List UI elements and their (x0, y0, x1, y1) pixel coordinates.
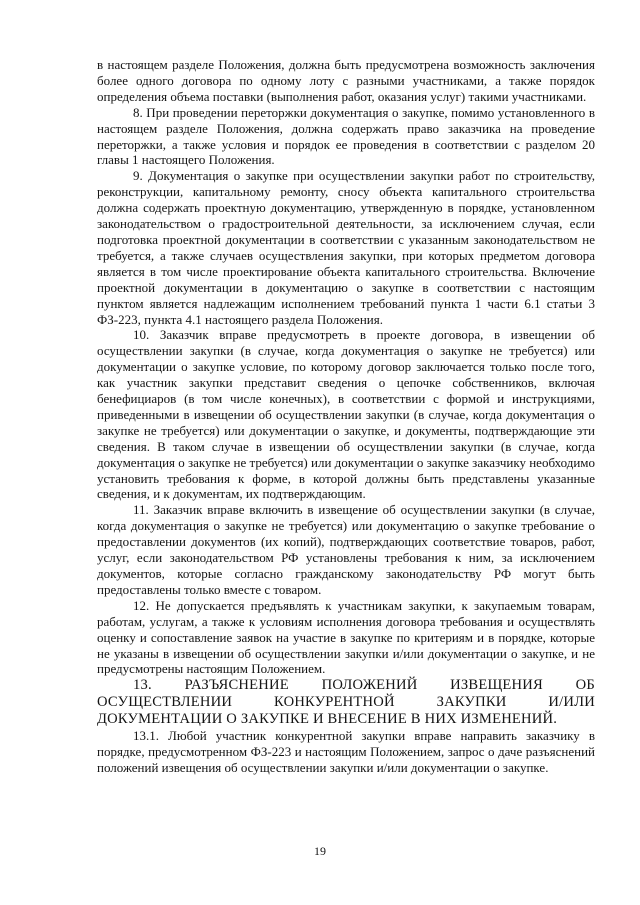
page-number: 19 (314, 844, 326, 858)
section-heading-13: 13. РАЗЪЯСНЕНИЕ ПОЛОЖЕНИЙ ИЗВЕЩЕНИЯ ОБ ОСУЩЕСТВЛЕНИИ КОНКУРЕНТНОЙ ЗАКУПКИ И/ИЛИ ДОКУМЕНТАЦИИ О ЗАКУПКЕ И ВНЕСЕНИЕ В НИХ ИЗМЕНЕНИЙ. (97, 677, 595, 728)
paragraph-8: 8. При проведении переторжки документация о закупке, помимо установленного в настоящем разделе Положения, должна содержать право заказчика на проведение переторжки, а также условия и порядок ее проведения в соответствии с разделом 20 главы 1 настоящего Положения. (97, 104, 595, 168)
paragraph-10: 10. Заказчик вправе предусмотреть в проекте договора, в извещении об осуществлении закупки (в случае, когда документация о закупке не требуется) или документации о закупке условие, по которому договор заключается только после того, как участник закупки представит сведения о цепочке собственников, включая бенефициаров (в том числе конечных), в соответствии с формой и инструкциями, приведенными в извещении об осуществлении закупки (в случае, когда документация о закупке не требуется) или документации о закупке, и документы, подтверждающие эти сведения. В таком случае в извещении об осуществлении закупки (в случае, когда документация о закупке не требуется) или документации о закупке заказчику необходимо установить требования к форме, в которой должны быть представлены указанные сведения, и к документам, их подтверждающим. (97, 327, 595, 502)
paragraph-9: 9. Документация о закупке при осуществлении закупки работ по строительству, реконструкции, капитальному ремонту, сносу объекта капитального строительства должна содержать проектную документацию, утвержденную в порядке, установленном законодательством о градостроительной деятельности, за исключением случая, если подготовка проектной документации в соответствии с указанным законодательством не требуется, а также случаев осуществления закупки, при которых предметом договора является в том числе проектирование объекта капитального строительства. Включение проектной документации в документацию о закупке в соответствии с настоящим пунктом является надлежащим исполнением требований пункта 1 части 6.1 статьи 3 ФЗ-223, пункта 4.1 настоящего раздела Положения. (97, 168, 595, 327)
document-page (97, 57, 595, 776)
paragraph-continuation: в настоящем разделе Положения, должна быть предусмотрена возможность заключения более одного договора по одному лоту с разными участниками, а также порядок определения объема поставки (выполнения работ, оказания услуг) такими участниками. (97, 57, 595, 104)
paragraph-12: 12. Не допускается предъявлять к участникам закупки, к закупаемым товарам, работам, услугам, а также к условиям исполнения договора требования и осуществлять оценку и сопоставление заявок на участие в закупке по критериям и в порядке, которые не указаны в извещении об осуществлении закупки и/или документации о закупке, и не предусмотрены настоящим Положением. (97, 597, 595, 677)
paragraph-11: 11. Заказчик вправе включить в извещение об осуществлении закупки (в случае, когда документация о закупке не требуется) или документацию о закупке требование о предоставлении документов (их копий), подтверждающих соответствие товаров, работ, услуг, если законодательством РФ установлены требования к ним, за исключением документов, которые согласно гражданскому законодательству РФ могут быть предоставлены только вместе с товаром. (97, 502, 595, 597)
paragraph-13-1: 13.1. Любой участник конкурентной закупки вправе направить заказчику в порядке, предусмотренном ФЗ-223 и настоящим Положением, запрос о даче разъяснений положений извещения об осуществлении закупки и/или документации о закупке. (97, 728, 595, 776)
